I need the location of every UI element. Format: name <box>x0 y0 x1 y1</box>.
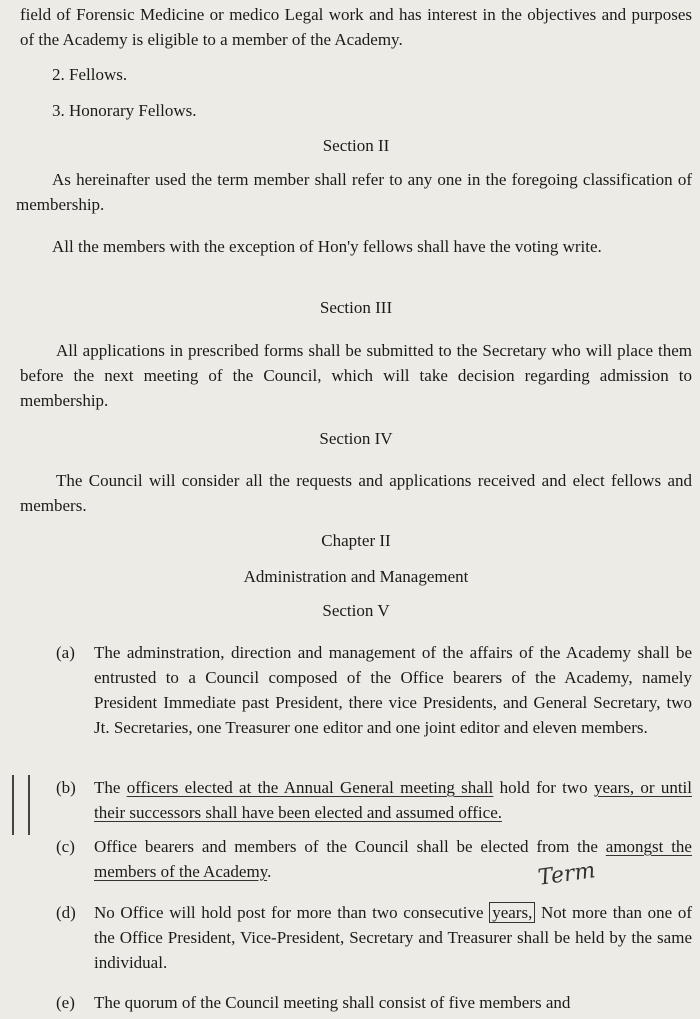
clause-b-label: (b) <box>56 778 76 797</box>
clause-e <box>20 990 692 1015</box>
clause-a-label: (a) <box>56 643 75 662</box>
intro-text: field of Forensic Medicine or medico Legal work and has interest in the objectives and purposes of the Academy is eligible to a member of the Academy. <box>20 5 692 49</box>
section-2-heading: Section II <box>322 136 390 155</box>
clause-d-boxed-word: years, <box>489 902 535 923</box>
clause-c-text-post: . <box>267 862 272 881</box>
clause-c-text-pre: Office bearers and members of the Council shall be elected from the <box>94 837 606 856</box>
clause-a <box>20 640 692 740</box>
section-4-heading: Section IV <box>319 429 393 448</box>
section-3-para: All applications in prescribed forms shall be submitted to the Secretary who will place them before the next meeting of the Council, which will take decision regarding admission to membership. <box>20 341 692 410</box>
clause-d-text-pre: No Office will hold post for more than two consecutive <box>94 903 490 922</box>
clause-b-text-mid: hold for two <box>493 778 594 797</box>
clause-b-underlined-1: officers elected at the Annual General meeting shall <box>126 778 494 797</box>
list-item-fellows: 2. Fellows. <box>52 65 128 84</box>
clause-d-label: (d) <box>56 903 76 922</box>
clause-b <box>20 775 692 825</box>
clause-b-underlined-2: years, or until their successors shall have been elected and assumed office. <box>94 778 693 822</box>
clause-e-text: The quorum of the Council meeting shall consist of five members and <box>94 993 571 1012</box>
chapter-2-subheading: Administration and Management <box>243 567 469 586</box>
list-item-honorary-fellows: 3. Honorary Fellows. <box>52 101 197 120</box>
clause-c-underlined: amongst the members of the Academy <box>94 837 692 881</box>
section-2-para-1: As hereinafter used the term member shall refer to any one in the foregoing classification of membership. <box>16 170 692 214</box>
clause-c-label: (c) <box>56 837 75 856</box>
clause-b-text-pre: The <box>94 778 127 797</box>
section-2-para-2: All the members with the exception of Hon'y fellows shall have the voting write. <box>52 237 602 256</box>
section-5-heading: Section V <box>322 601 390 620</box>
chapter-2-heading: Chapter II <box>321 531 391 550</box>
section-4-para: The Council will consider all the requests and applications received and elect fellows and members. <box>20 471 692 515</box>
clause-a-text: The adminstration, direction and management of the affairs of the Academy shall be entrusted to a Council composed of the Office bearers of the Academy, namely President Immediate past President, there vice Presidents, and General Secretary, two Jt. Secretaries, one Treasurer one editor and one joint editor and eleven members. <box>94 643 692 737</box>
section-3-heading: Section III <box>319 298 393 317</box>
clause-e-label: (e) <box>56 993 75 1012</box>
clause-d-text-post: Not more than one of the Office President, Vice-President, Secretary and Treasurer shall be held by the same individual. <box>94 903 693 972</box>
handwritten-term-note: Term <box>536 858 597 891</box>
clause-d <box>20 900 692 975</box>
